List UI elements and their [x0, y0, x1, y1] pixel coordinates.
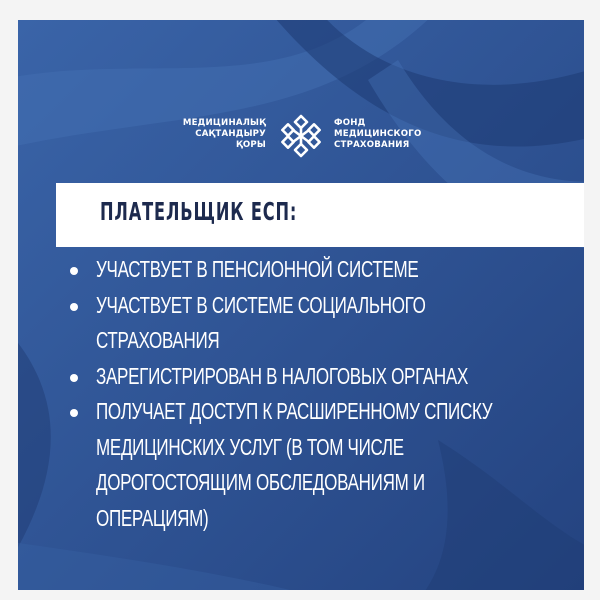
list-item-line: ДОРОГОСТОЯЩИМ ОБСЛЕДОВАНИЯМ И	[96, 469, 425, 495]
list-item	[58, 252, 578, 288]
list-item-line: СТРАХОВАНИЯ	[96, 327, 220, 353]
logo-ru-line: СТРАХОВАНИЯ	[334, 140, 410, 150]
list-item-text	[96, 252, 540, 288]
bullet-icon	[70, 374, 78, 382]
bullet-icon	[70, 267, 78, 275]
logo-ru-line: ФОНД	[334, 118, 366, 128]
logo-kz-line: ҚОРЫ	[236, 140, 266, 150]
logo-kz-line: САҚТАНДЫРУ	[195, 129, 266, 139]
logo-russian-text	[334, 118, 421, 151]
list-item-line: МЕДИЦИНСКИХ УСЛУГ (В ТОМ ЧИСЛЕ	[96, 433, 404, 460]
list-item-text	[96, 288, 540, 359]
fund-emblem-icon	[276, 112, 326, 160]
benefits-list	[58, 252, 578, 536]
logo-ru-line: МЕДИЦИНСКОГО	[334, 129, 422, 139]
list-item	[58, 394, 578, 536]
logo-kz-line: МЕДИЦИНАЛЫҚ	[182, 118, 266, 128]
list-item-text	[96, 394, 540, 536]
logo-kazakh-text	[183, 118, 266, 151]
list-item	[58, 288, 578, 359]
info-card	[18, 20, 584, 590]
bullet-icon	[70, 303, 78, 311]
list-item-line: ЗАРЕГИСТРИРОВАН В НАЛОГОВЫХ ОРГАНАХ	[96, 362, 469, 389]
page-title: ПЛАТЕЛЬЩИК ЕСП:	[100, 197, 298, 226]
fund-logo	[18, 112, 584, 172]
list-item-text	[96, 359, 540, 395]
list-item-line: УЧАСТВУЕТ В ПЕНСИОННОЙ СИСТЕМЕ	[96, 256, 419, 282]
bullet-icon	[70, 409, 78, 417]
title-banner	[56, 183, 584, 247]
list-item-line: ПОЛУЧАЕТ ДОСТУП К РАСШИРЕННОМУ СПИСКУ	[96, 398, 493, 424]
list-item-line: ОПЕРАЦИЯМ)	[96, 504, 209, 531]
list-item	[58, 359, 578, 395]
list-item-line: УЧАСТВУЕТ В СИСТЕМЕ СОЦИАЛЬНОГО	[96, 291, 426, 318]
